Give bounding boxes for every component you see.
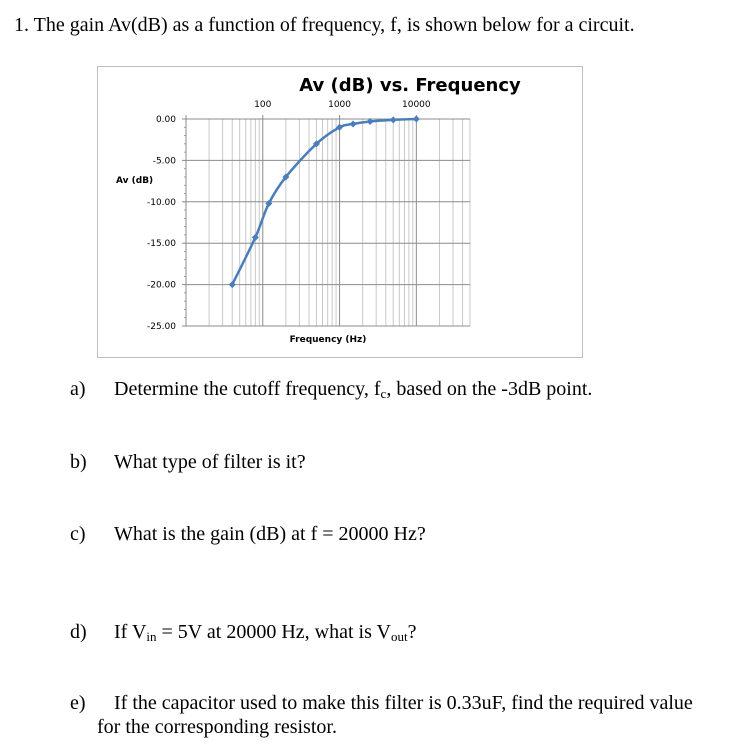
part-d-sub-in: in — [146, 629, 157, 644]
x-tick-label: 10000 — [402, 100, 431, 110]
x-tick-label: 100 — [254, 100, 272, 110]
part-a-label: a) — [70, 378, 86, 400]
part-c-label: c) — [70, 523, 86, 545]
part-a-text-start: Determine the cutoff frequency, f — [114, 378, 381, 400]
y-tick-label: -10.00 — [146, 197, 176, 208]
data-point — [350, 120, 357, 127]
chart-title: Av (dB) vs. Frequency — [299, 75, 521, 96]
part-d-text-mid: = 5V at 20000 Hz, what is V — [156, 621, 391, 643]
part-e-text: If the capacitor used to make this filter is 0.33uF, find the required value — [114, 692, 693, 714]
y-tick-label: -5.00 — [152, 156, 176, 167]
question-title: 1. The gain Av(dB) as a function of frequency, f, is shown below for a circuit. — [14, 14, 635, 36]
part-e-text-line2: for the corresponding resistor. — [97, 716, 337, 738]
part-a-sub: c — [380, 386, 387, 401]
y-tick-label: -15.00 — [146, 239, 176, 250]
part-d-sub-out: out — [390, 629, 408, 644]
part-d-text-end: ? — [407, 621, 417, 643]
data-point — [390, 116, 397, 123]
part-b-label: b) — [70, 451, 87, 473]
part-e-label: e) — [70, 692, 86, 714]
part-d-label: d) — [70, 621, 87, 643]
chart-panel — [97, 66, 583, 358]
part-d-text-start: If V — [114, 621, 147, 643]
y-tick-label: -20.00 — [146, 280, 176, 291]
part-a-text — [114, 378, 592, 401]
x-tick-label: 1000 — [328, 100, 352, 110]
gain-chart — [98, 67, 584, 359]
x-axis-label: Frequency (Hz) — [289, 335, 367, 345]
part-a — [70, 378, 86, 401]
data-point — [413, 116, 420, 123]
y-tick-label: -25.00 — [146, 322, 176, 332]
part-d-text — [114, 621, 416, 644]
part-b-text: What type of filter is it? — [114, 451, 306, 473]
y-tick-label: 0.00 — [155, 115, 176, 125]
y-axis-label: Av (dB) — [116, 176, 154, 186]
part-a-text-end: , based on the -3dB point. — [386, 378, 593, 400]
part-c-text: What is the gain (dB) at f = 20000 Hz? — [114, 523, 426, 545]
